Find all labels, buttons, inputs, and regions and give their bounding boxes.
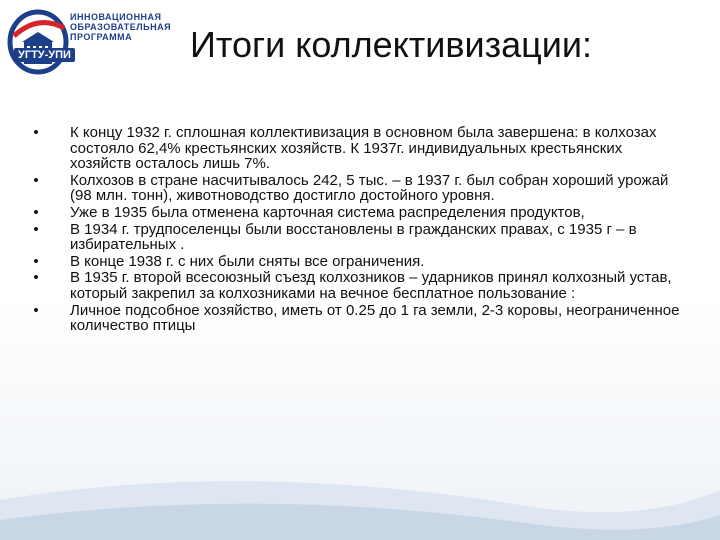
bullet-text: К концу 1932 г. сплошная коллективизация в основном была завершена: в колхозах состояло 62,4% крестьянских хозяйств. К 1937г. индивидуальных крестьянских хозяйств осталось лишь 7%. — [70, 124, 657, 173]
bullet-icon: • — [33, 124, 39, 141]
bullet-item — [30, 222, 680, 253]
slide-title: Итоги коллективизации: — [190, 24, 592, 65]
bullet-icon: • — [33, 252, 39, 270]
bullet-item — [30, 270, 680, 301]
decorative-swoosh — [0, 430, 720, 540]
logo-brand: УГТУ-УПИ — [14, 48, 75, 62]
logo-emblem-icon — [6, 6, 70, 86]
bullet-icon: • — [33, 171, 39, 189]
logo-caption — [70, 12, 171, 42]
bullet-text: Уже в 1935 была отменена карточная система распределения продуктов, — [70, 203, 585, 221]
bullet-text: В конце 1938 г. с них были сняты все ограничения. — [70, 252, 425, 270]
bullet-item — [30, 254, 680, 270]
bullet-icon: • — [33, 220, 39, 238]
logo-line-1: ИННОВАЦИОННАЯ — [70, 12, 162, 22]
bullet-icon: • — [33, 301, 39, 319]
bullet-icon: • — [33, 203, 39, 221]
bullet-item — [30, 125, 680, 172]
logo-line-2: ОБРАЗОВАТЕЛЬНАЯ — [70, 22, 172, 32]
university-logo — [6, 6, 172, 86]
bullet-item — [30, 205, 680, 221]
bullet-text: В 1934 г. трудпоселенцы были восстановлены в гражданских правах, с 1935 г – в избирательных . — [70, 220, 637, 254]
bullet-icon: • — [33, 269, 39, 287]
bullet-item — [30, 173, 680, 204]
logo-line-3: ПРОГРАММА — [70, 32, 133, 42]
bullet-text: Колхозов в стране насчитывалось 242, 5 тыс. – в 1937 г. был собран хороший урожай (98 млн. тонн), животноводство достигло достойного уровня. — [70, 171, 669, 205]
bullet-item — [30, 303, 680, 334]
bullet-text: В 1935 г. второй всесоюзный съезд колхозников – ударников принял колхозный устав, который закрепил за колхозниками на вечное бесплатное пользование : — [70, 269, 672, 302]
bullet-text: Личное подсобное хозяйство, иметь от 0.25 до 1 га земли, 2-3 коровы, неограниченное количество птицы — [70, 301, 680, 335]
bullet-list — [30, 125, 680, 335]
